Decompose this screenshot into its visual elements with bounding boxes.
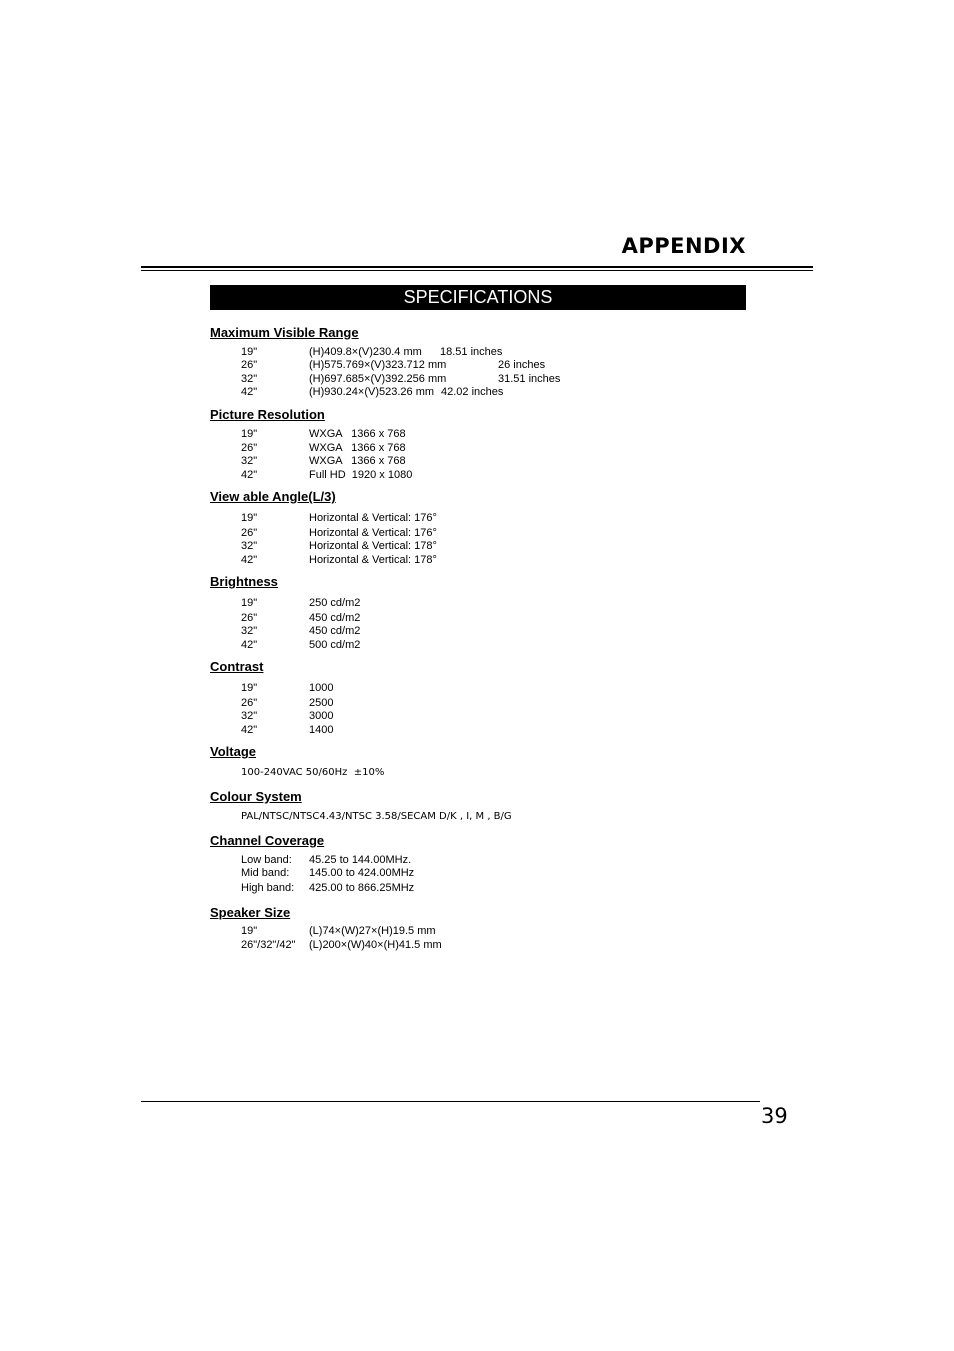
screen-size: 32" [241, 625, 258, 637]
section-title-picture-resolution: Picture Resolution [210, 407, 325, 422]
screen-size: 26" [241, 697, 258, 709]
screen-size: 26" [241, 612, 258, 624]
screen-size: 32" [241, 455, 258, 467]
brightness-value: 250 cd/m2 [309, 597, 361, 609]
page-heading: APPENDIX [621, 234, 746, 258]
band-label: High band: [241, 882, 295, 894]
dimensions: (H)409.8×(V)230.4 mm [309, 346, 422, 358]
brightness-value: 450 cd/m2 [309, 612, 361, 624]
specifications-banner: SPECIFICATIONS [210, 285, 746, 310]
speaker-dimensions: (L)74×(W)27×(H)19.5 mm [309, 925, 436, 937]
brightness-value: 500 cd/m2 [309, 639, 361, 651]
screen-size: 26" [241, 359, 258, 371]
diagonal-inches: 42.02 inches [441, 386, 504, 398]
diagonal-inches: 18.51 inches [440, 346, 503, 358]
resolution-value: WXGA 1366 x 768 [309, 428, 406, 440]
screen-size: 32" [241, 373, 258, 385]
section-title-voltage: Voltage [210, 744, 256, 759]
voltage-value: 100-240VAC 50/60Hz ±10% [241, 767, 385, 778]
band-range: 145.00 to 424.00MHz [309, 867, 415, 879]
speaker-dimensions: (L)200×(W)40×(H)41.5 mm [309, 939, 442, 951]
band-label: Low band: [241, 854, 292, 866]
screen-size: 32" [241, 540, 258, 552]
screen-size: 26"/32"/42" [241, 939, 296, 951]
section-title-speaker-size: Speaker Size [210, 905, 291, 920]
screen-size: 19" [241, 428, 258, 440]
dimensions: (H)930.24×(V)523.26 mm [309, 386, 435, 398]
section-title-brightness: Brightness [210, 574, 278, 589]
screen-size: 19" [241, 346, 258, 358]
screen-size: 19" [241, 925, 258, 937]
screen-size: 26" [241, 442, 258, 454]
contrast-value: 1000 [309, 682, 334, 694]
section-title-contrast: Contrast [210, 659, 264, 674]
contrast-value: 2500 [309, 697, 334, 709]
diagonal-inches: 31.51 inches [498, 373, 561, 385]
screen-size: 42" [241, 386, 258, 398]
angle-value: Horizontal & Vertical: 178° [309, 540, 437, 552]
contrast-value: 1400 [309, 724, 334, 736]
screen-size: 19" [241, 597, 258, 609]
resolution-value: WXGA 1366 x 768 [309, 442, 406, 454]
screen-size: 42" [241, 469, 258, 481]
footer-rule [141, 1101, 760, 1102]
dimensions: (H)575.769×(V)323.712 mm [309, 359, 447, 371]
colour-system-value: PAL/NTSC/NTSC4.43/NTSC 3.58/SECAM D/K , I, M , B/G [241, 811, 512, 822]
screen-size: 42" [241, 554, 258, 566]
band-range: 425.00 to 866.25MHz [309, 882, 415, 894]
screen-size: 42" [241, 639, 258, 651]
section-title-colour-system: Colour System [210, 789, 302, 804]
angle-value: Horizontal & Vertical: 176° [309, 512, 437, 524]
angle-value: Horizontal & Vertical: 176° [309, 527, 437, 539]
band-range: 45.25 to 144.00MHz. [309, 854, 412, 866]
resolution-value: WXGA 1366 x 768 [309, 455, 406, 467]
screen-size: 19" [241, 682, 258, 694]
section-title-channel-coverage: Channel Coverage [210, 833, 325, 848]
diagonal-inches: 26 inches [498, 359, 546, 371]
section-title-view-angle: View able Angle(L/3) [210, 489, 336, 504]
page-number: 39 [761, 1104, 788, 1128]
screen-size: 42" [241, 724, 258, 736]
band-label: Mid band: [241, 867, 290, 879]
screen-size: 32" [241, 710, 258, 722]
angle-value: Horizontal & Vertical: 178° [309, 554, 437, 566]
header-rule-thick [141, 266, 813, 268]
dimensions: (H)697.685×(V)392.256 mm [309, 373, 447, 385]
screen-size: 26" [241, 527, 258, 539]
section-title-max-visible-range: Maximum Visible Range [210, 325, 359, 340]
contrast-value: 3000 [309, 710, 334, 722]
resolution-value: Full HD 1920 x 1080 [309, 469, 413, 481]
screen-size: 19" [241, 512, 258, 524]
header-rule-thin [141, 270, 813, 271]
brightness-value: 450 cd/m2 [309, 625, 361, 637]
